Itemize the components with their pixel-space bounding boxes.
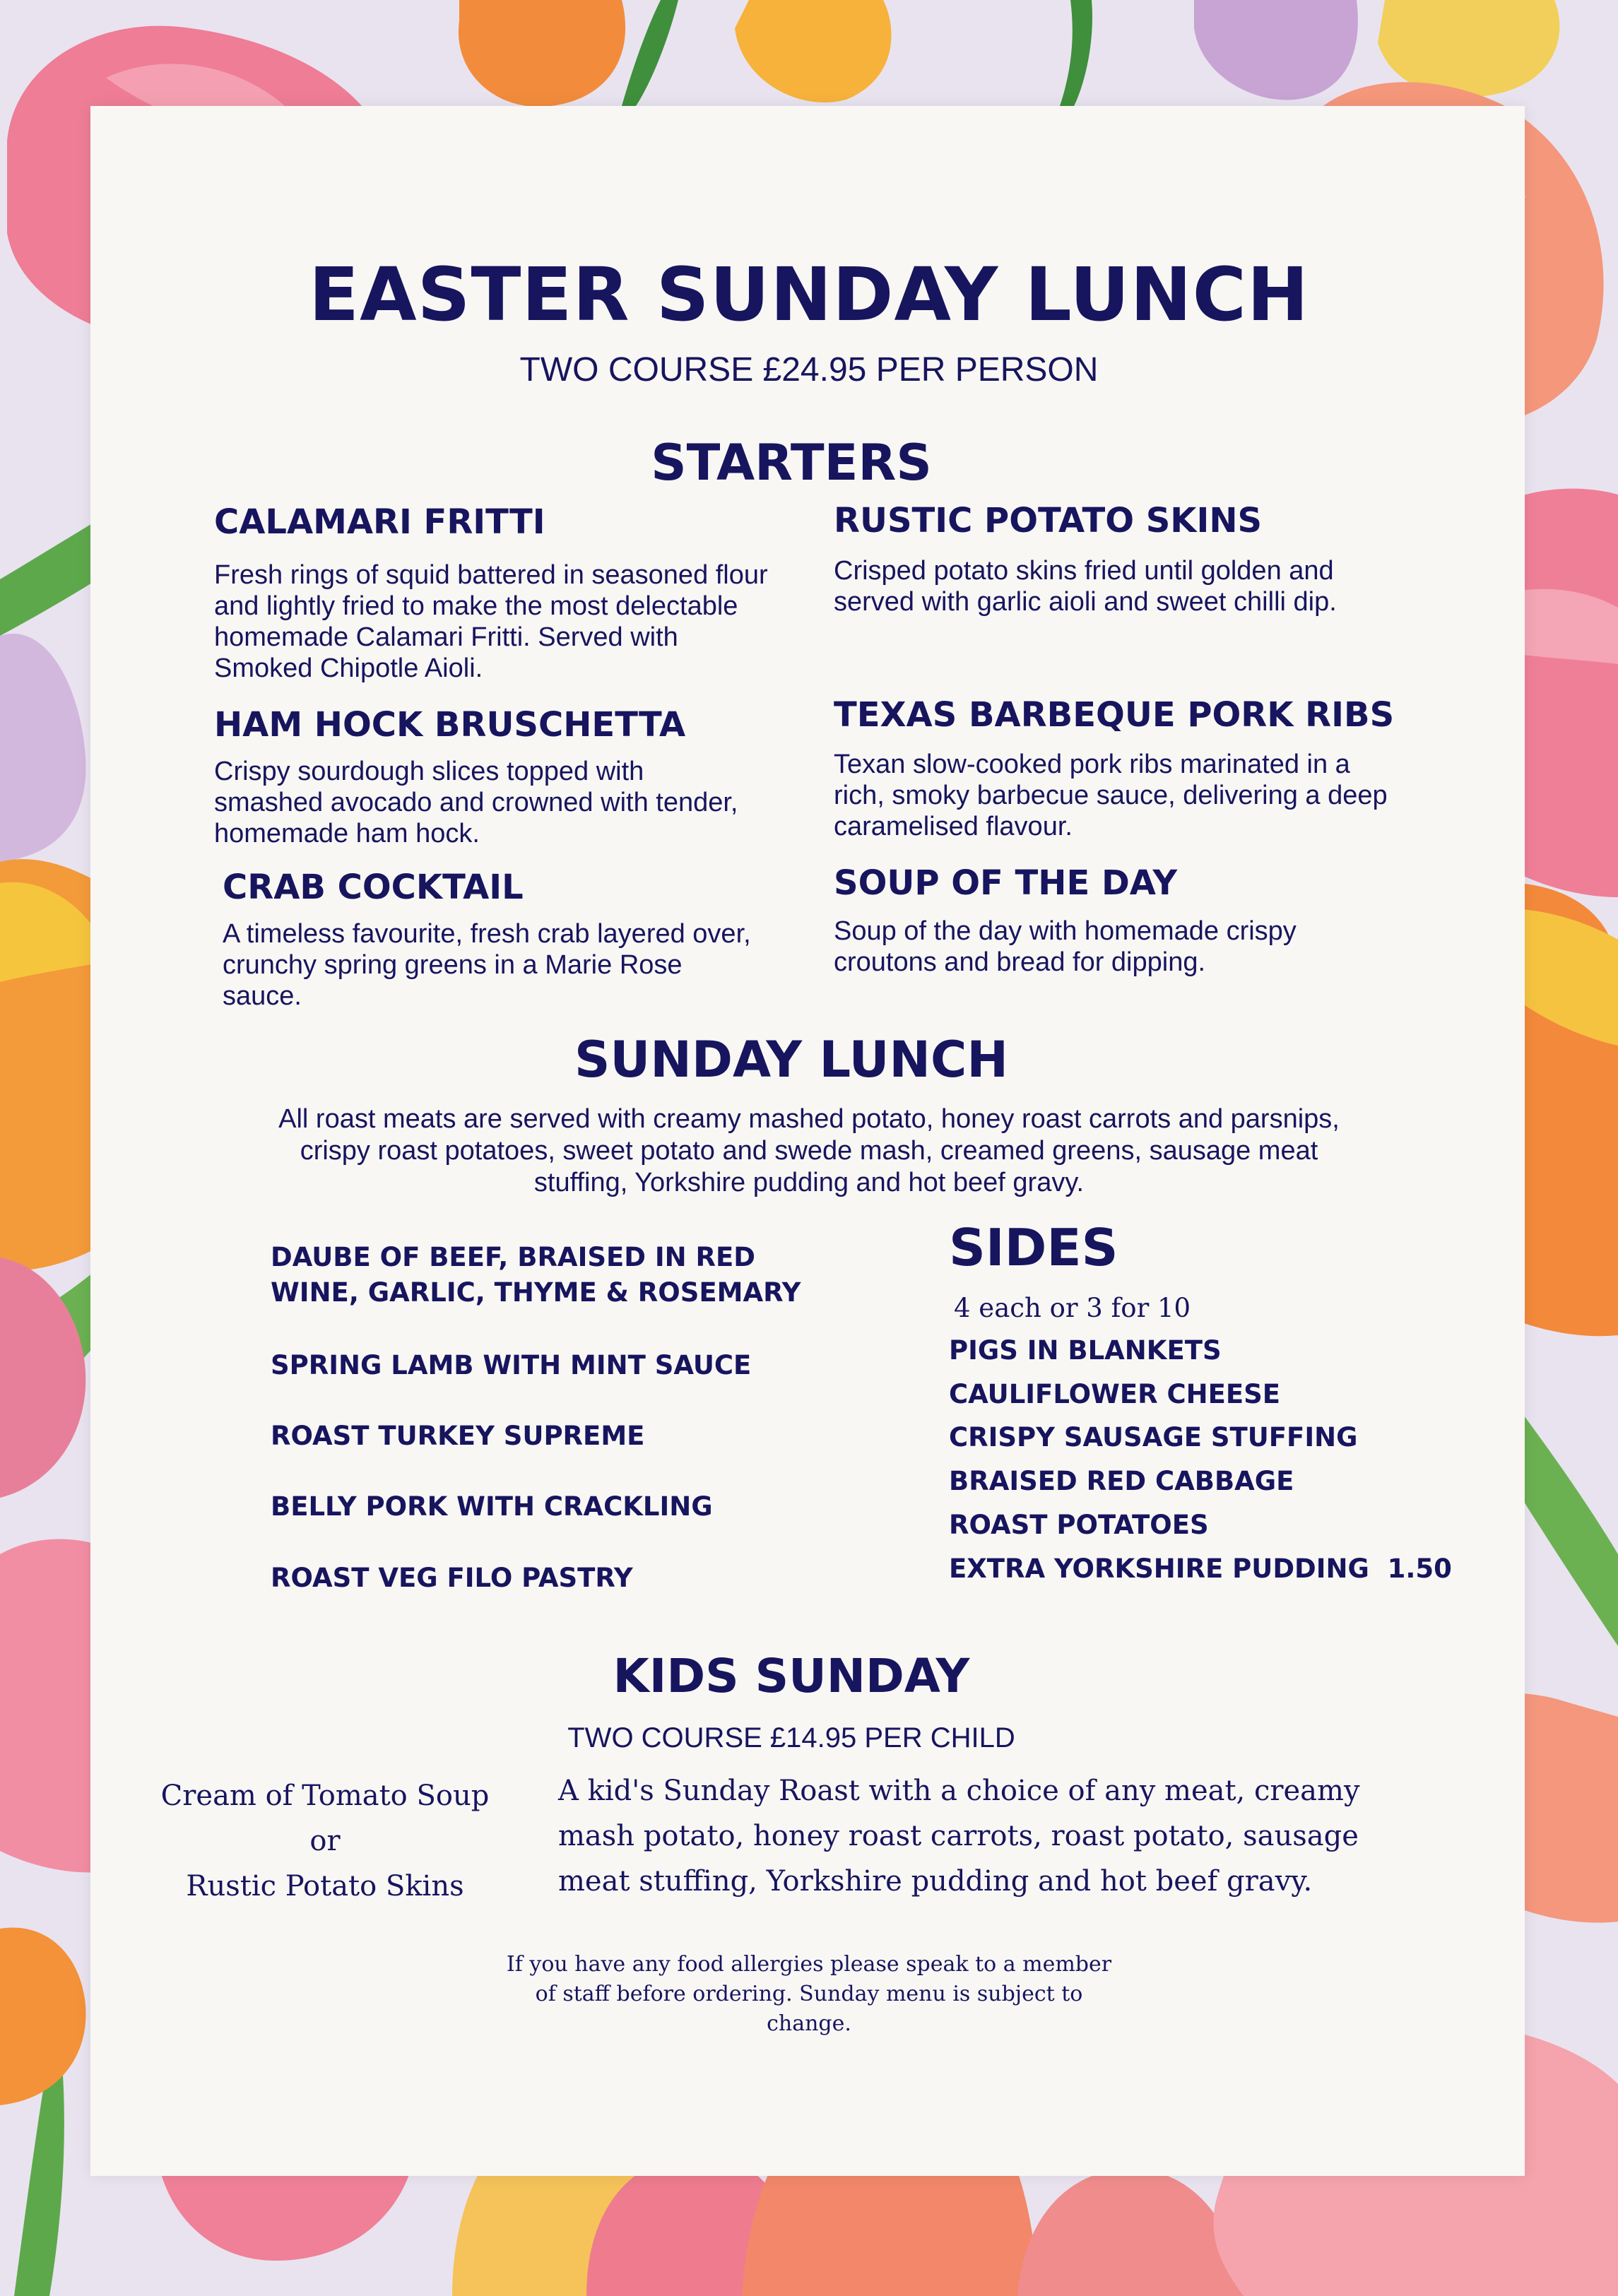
tulip-yellow (735, 0, 892, 102)
sunday-lunch-intro: All roast meats are served with creamy mashed potato, honey roast carrots and parsnips, crispy roast potatoes, sweet potato and swede mash, creamed greens, sausage meat stuffing, Yorkshire pudding and hot beef gravy. (278, 1104, 1340, 1197)
starter-name: SOUP OF THE DAY (834, 863, 1178, 903)
starters-heading: STARTERS (651, 434, 932, 492)
side-item: PIGS IN BLANKETS (949, 1335, 1222, 1366)
side-item: BRAISED RED CABBAGE (949, 1466, 1294, 1496)
main-dish: BELLY PORK WITH CRACKLING (271, 1491, 713, 1522)
starter-name: CRAB COCKTAIL (223, 868, 524, 907)
main-dish: DAUBE OF BEEF, BRAISED IN RED WINE, GARLIC, THYME & ROSEMARY (271, 1242, 801, 1308)
tulip-pink (1017, 2169, 1244, 2296)
allergy-note-text: If you have any food allergies please speak to a member of staff before ordering. Sunday menu is subject to change. (506, 1952, 1112, 2036)
starter-name: TEXAS BARBEQUE PORK RIBS (834, 695, 1395, 735)
starter-description: Crispy sourdough slices topped with smashed avocado and crowned with tender, homemade ham hock. (214, 757, 738, 848)
kids-or: or (309, 1825, 341, 1857)
starter-description: Soup of the day with homemade crispy croutons and bread for dipping. (834, 916, 1297, 977)
side-item: CAULIFLOWER CHEESE (949, 1379, 1281, 1409)
starter-name: HAM HOCK BRUSCHETTA (214, 705, 686, 745)
starter-name: CALAMARI FRITTI (214, 502, 545, 542)
tulip-lilac (0, 634, 86, 862)
starter-description: A timeless favourite, fresh crab layered over, crunchy spring greens in a Marie Rose sauce. (223, 919, 751, 1011)
menu-title: EASTER SUNDAY LUNCH (309, 252, 1309, 338)
kids-main-description: A kid's Sunday Roast with a choice of any meat, creamy mash potato, honey roast carrots, roast potato, sausage meat stuffing, Yorkshire pudding and hot beef gravy. (558, 1775, 1360, 1898)
kids-starter-1: Cream of Tomato Soup (160, 1780, 490, 1812)
allergy-note (0, 1950, 1618, 2039)
starter-name: RUSTIC POTATO SKINS (834, 501, 1263, 540)
side-item: CRISPY SAUSAGE STUFFING (949, 1422, 1358, 1452)
main-dish: ROAST VEG FILO PASTRY (271, 1563, 633, 1593)
tulip-lilac (1194, 0, 1358, 100)
sides-price-note: 4 each or 3 for 10 (954, 1293, 1191, 1323)
sides-heading: SIDES (949, 1218, 1118, 1277)
starter-description: Texan slow-cooked pork ribs marinated in a rich, smoky barbecue sauce, delivering a deep caramelised flavour. (834, 750, 1388, 841)
kids-price: TWO COURSE £14.95 PER CHILD (567, 1722, 1015, 1753)
side-item: EXTRA YORKSHIRE PUDDING 1.50 (949, 1554, 1452, 1584)
kids-starter-2: Rustic Potato Skins (186, 1870, 464, 1903)
sunday-lunch-heading: SUNDAY LUNCH (574, 1031, 1008, 1089)
leaf (1060, 0, 1092, 106)
starter-description: Fresh rings of squid battered in seasoned flour and lightly fried to make the most delectable homemade Calamari Fritti. Served with Smoked Chipotle Aioli. (214, 560, 768, 683)
menu-price: TWO COURSE £24.95 PER PERSON (519, 351, 1099, 389)
main-dish: ROAST TURKEY SUPREME (271, 1421, 645, 1451)
leaf (622, 0, 678, 106)
starter-description: Crisped potato skins fried until golden and served with garlic aioli and sweet chilli dip. (834, 556, 1337, 617)
main-dish: SPRING LAMB WITH MINT SAUCE (271, 1350, 752, 1380)
kids-heading: KIDS SUNDAY (613, 1649, 970, 1703)
side-item: ROAST POTATOES (949, 1510, 1209, 1540)
tulip-orange (459, 0, 625, 107)
